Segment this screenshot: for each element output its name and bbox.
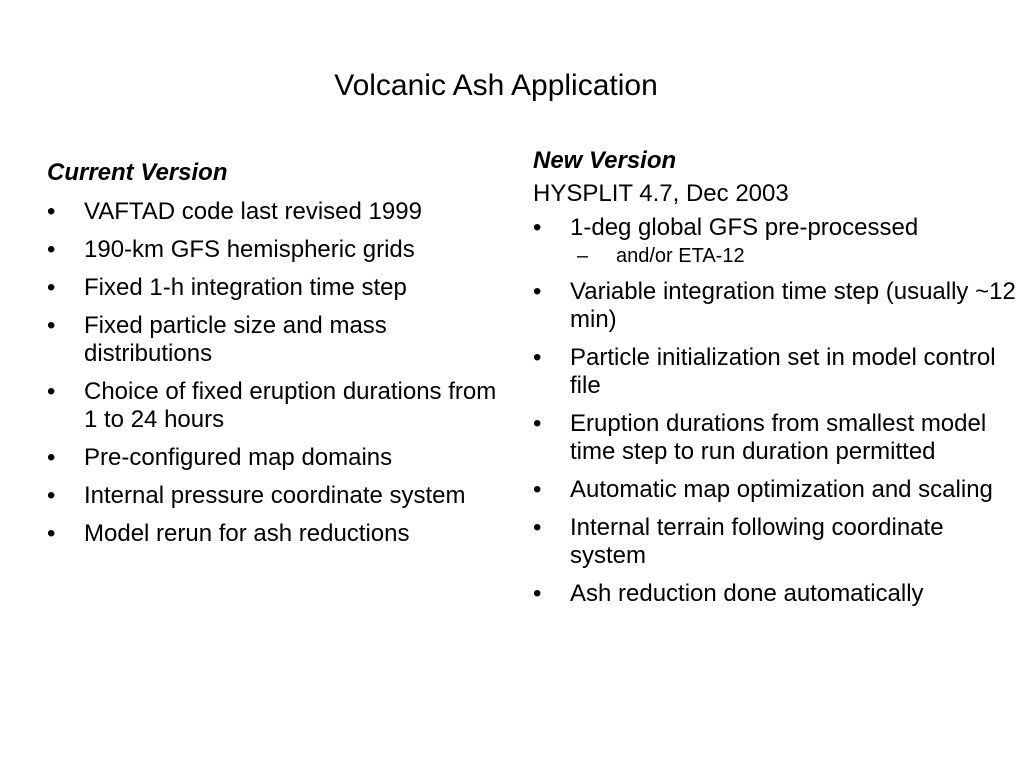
bullet-icon: • (533, 514, 542, 541)
new-version-heading: New Version (533, 147, 677, 174)
list-item (533, 214, 1018, 268)
bullet-icon: • (47, 444, 56, 471)
list-item-text: Ash reduction done automatically (570, 580, 924, 607)
bullet-icon: • (47, 482, 56, 509)
list-item-text: Fixed 1-h integration time step (84, 274, 407, 301)
list-item (533, 278, 1018, 334)
sub-list-item (570, 244, 1018, 268)
new-version-subheading: HYSPLIT 4.7, Dec 2003 (533, 180, 789, 207)
list-item (533, 344, 1018, 400)
bullet-icon: • (47, 236, 56, 263)
list-item (47, 378, 497, 434)
list-item-text: Automatic map optimization and scaling (570, 476, 993, 503)
list-item (533, 514, 1018, 570)
bullet-icon: • (47, 378, 56, 405)
new-version-list (533, 214, 1018, 608)
list-item-text: VAFTAD code last revised 1999 (84, 198, 422, 225)
slide-title: Volcanic Ash Application (334, 69, 658, 102)
list-item (47, 236, 497, 264)
bullet-icon: • (533, 214, 542, 241)
list-item (47, 520, 497, 548)
list-item-text: Internal pressure coordinate system (84, 482, 466, 509)
bullet-icon: • (533, 580, 542, 607)
sub-list-item-text: and/or ETA-12 (616, 245, 745, 267)
list-item-text: Eruption durations from smallest model time step to run duration permitted (570, 410, 987, 465)
bullet-icon: • (533, 344, 542, 371)
bullet-icon: • (533, 476, 542, 503)
list-item (47, 198, 497, 226)
list-item (533, 580, 1018, 608)
list-item-text: Internal terrain following coordinate system (570, 514, 944, 569)
list-item (47, 274, 497, 302)
current-version-heading: Current Version (47, 159, 228, 186)
bullet-icon: • (533, 410, 542, 437)
list-item (47, 444, 497, 472)
dash-icon: – (577, 245, 589, 267)
sub-list (570, 244, 1018, 268)
list-item-text: 1-deg global GFS pre-processed (570, 214, 919, 241)
list-item-text: Choice of fixed eruption durations from 1 to 24 hours (84, 378, 497, 433)
bullet-icon: • (47, 520, 56, 547)
list-item (533, 476, 1018, 504)
list-item-text: 190-km GFS hemispheric grids (84, 236, 415, 263)
new-version-column (533, 147, 1018, 608)
list-item (47, 312, 497, 368)
list-item-text: Variable integration time step (usually ~12 min) (570, 278, 1016, 333)
current-version-list (47, 198, 497, 548)
list-item-text: Pre-configured map domains (84, 444, 393, 471)
bullet-icon: • (47, 312, 56, 339)
bullet-icon: • (533, 278, 542, 305)
bullet-icon: • (47, 274, 56, 301)
current-version-column (47, 159, 497, 548)
list-item (533, 410, 1018, 466)
list-item-text: Model rerun for ash reductions (84, 520, 410, 547)
list-item-text: Particle initialization set in model control file (570, 344, 996, 399)
bullet-icon: • (47, 198, 56, 225)
list-item (47, 482, 497, 510)
list-item-text: Fixed particle size and mass distributions (84, 312, 387, 367)
